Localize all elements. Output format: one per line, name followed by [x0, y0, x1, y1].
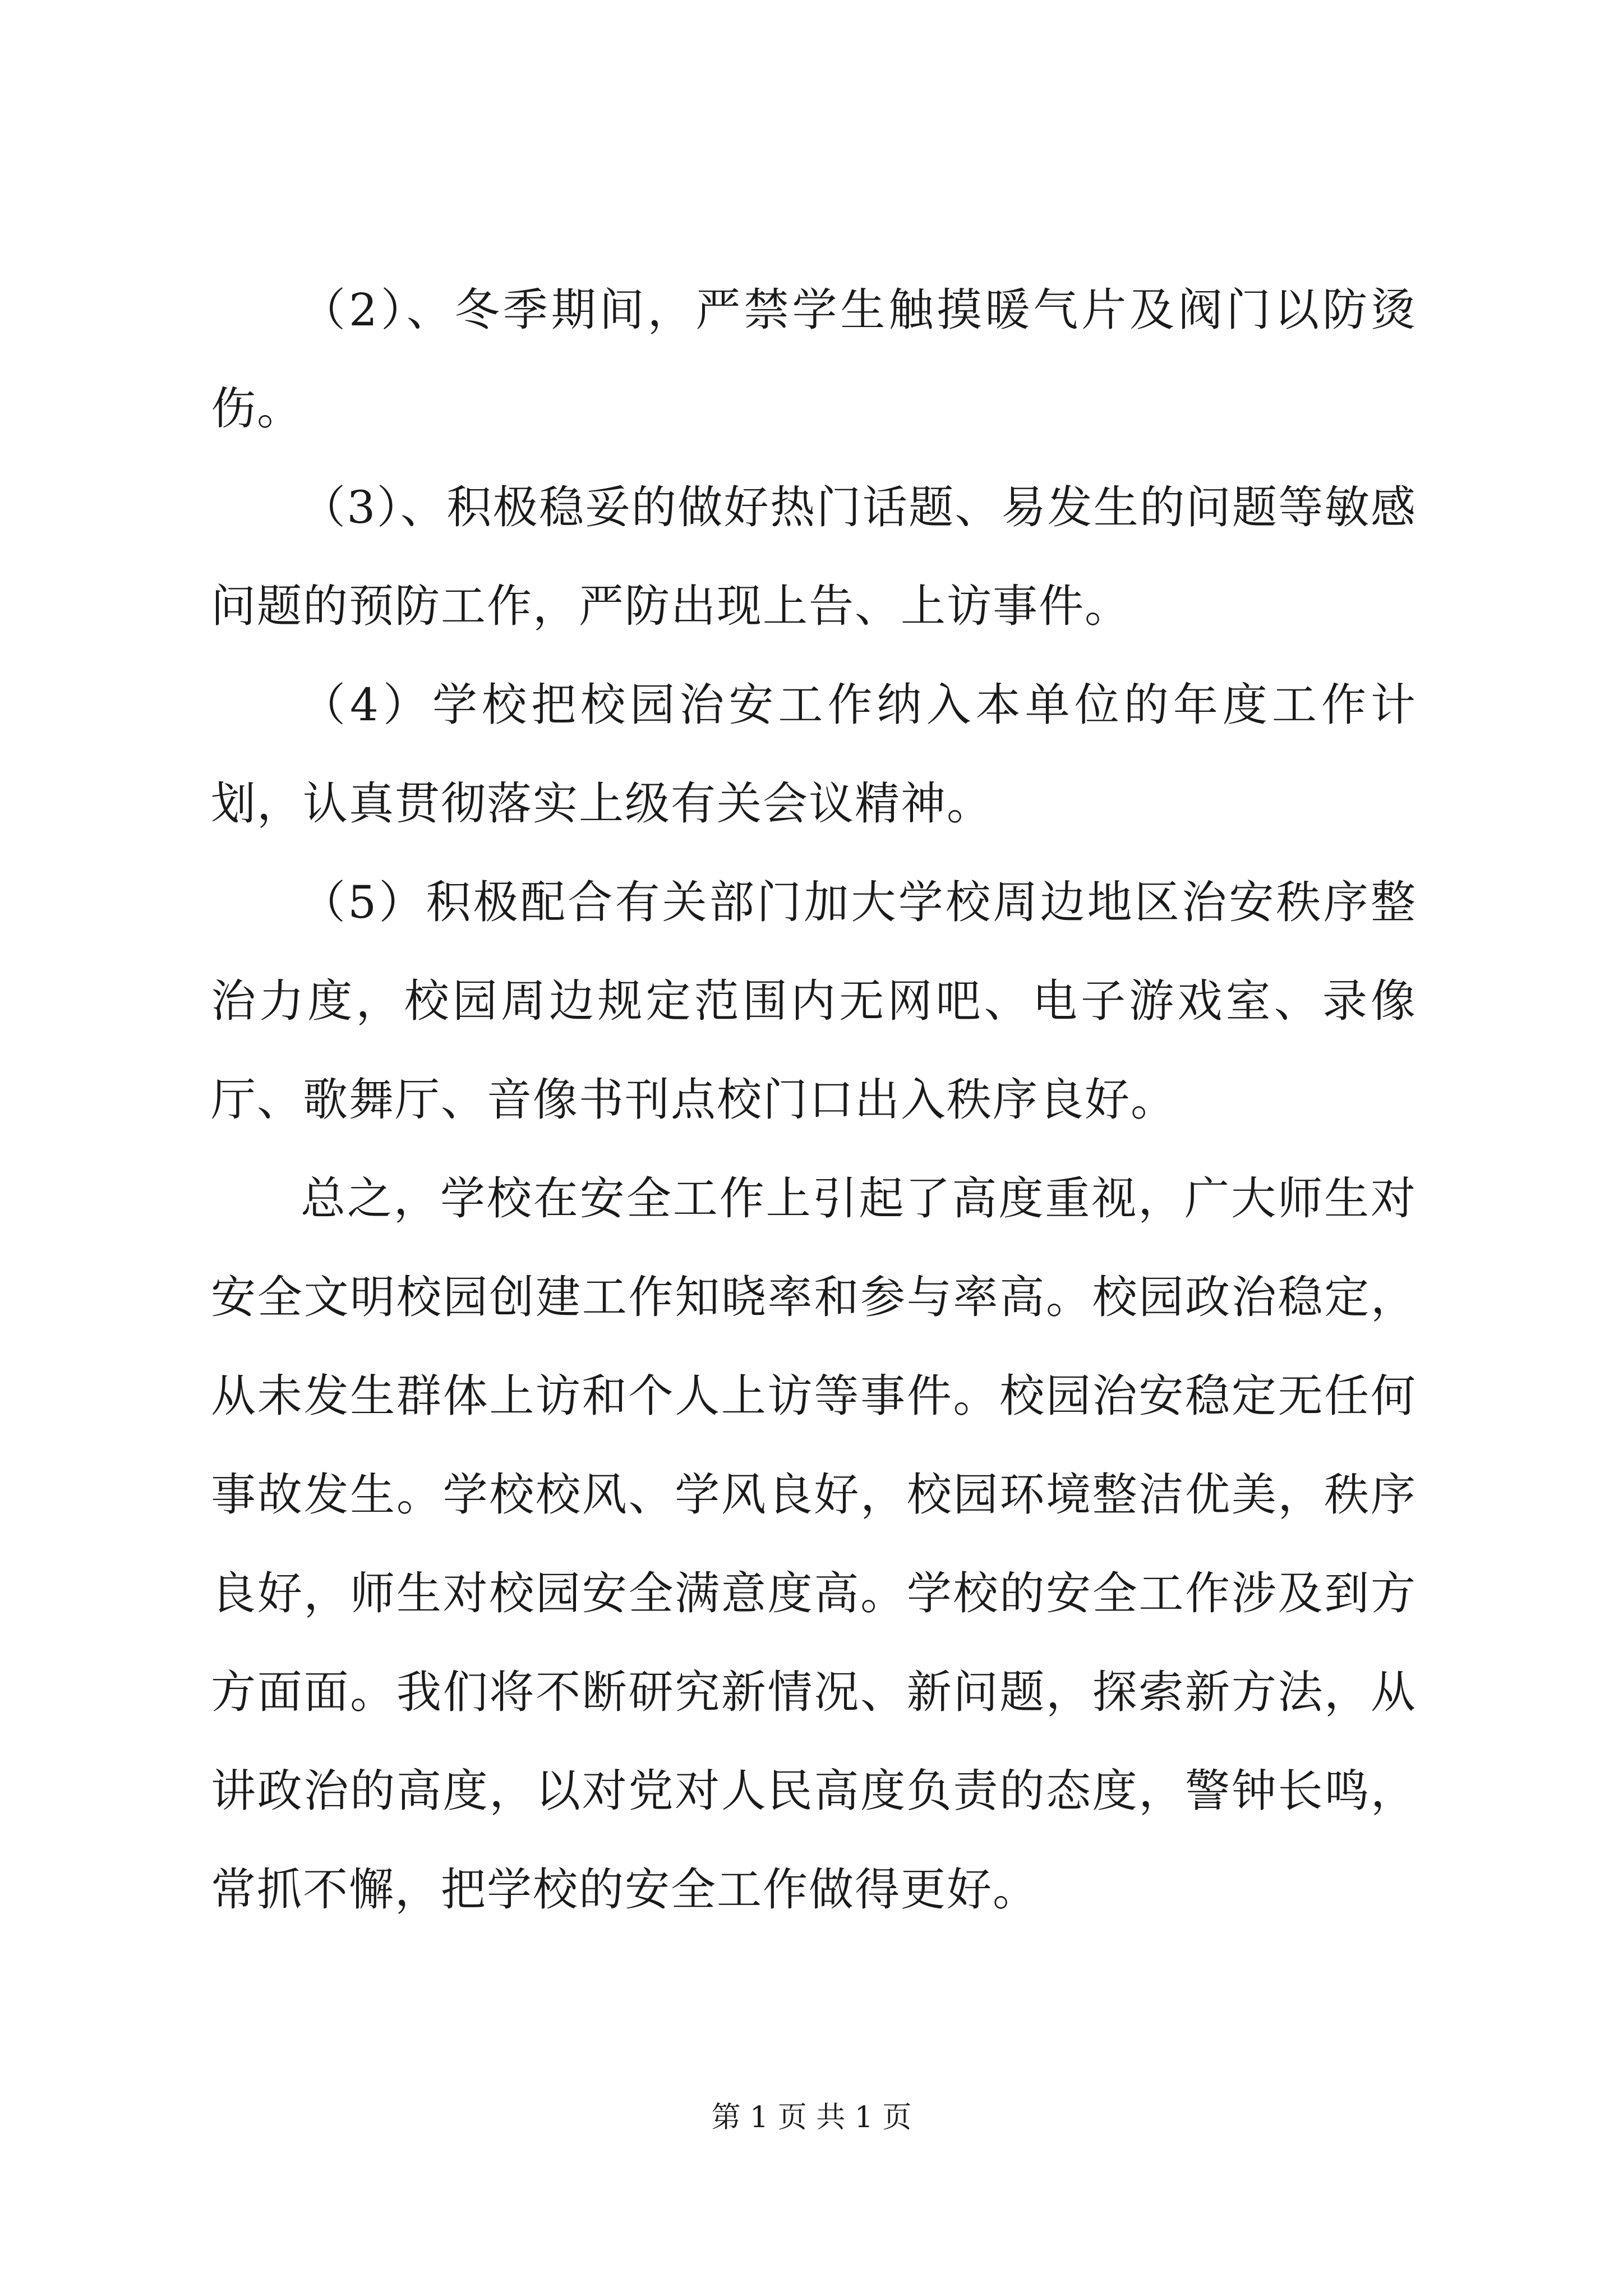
paragraph-sensitive-issues: （3）、积极稳妥的做好热门话题、易发生的问题等敏感问题的预防工作，严防出现上告、上访事件。	[211, 481, 1417, 632]
paragraph-annual-plan: （4）学校把校园治安工作纳入本单位的年度工作计划，认真贯彻落实上级有关会议精神。	[211, 679, 1417, 830]
paragraph-winter-heating: （2）、冬季期间，严禁学生触摸暖气片及阀门以防烫伤。	[211, 284, 1417, 435]
page-footer: 第 1 页 共 1 页	[711, 2101, 912, 2134]
paragraph-summary: 总之，学校在安全工作上引起了高度重视，广大师生对安全文明校园创建工作知晓率和参与率高。校园政治稳定，从未发生群体上访和个人上访等事件。校园治安稳定无任何事故发生。学校校风、学风良好，校园环境整洁优美，秩序良好，师生对校园安全满意度高。学校的安全工作涉及到方方面面。我们将不断研究新情况、新问题，探索新方法，从讲政治的高度，以对党对人民高度负责的态度，警钟长鸣，常抓不懈，把学校的安全工作做得更好。	[211, 1172, 1417, 1916]
document-body	[211, 261, 1417, 1939]
paragraph-surrounding-order: （5）积极配合有关部门加大学校周边地区治安秩序整治力度，校园周边规定范围内无网吧、电子游戏室、录像厅、歌舞厅、音像书刊点校门口出入秩序良好。	[211, 876, 1417, 1126]
